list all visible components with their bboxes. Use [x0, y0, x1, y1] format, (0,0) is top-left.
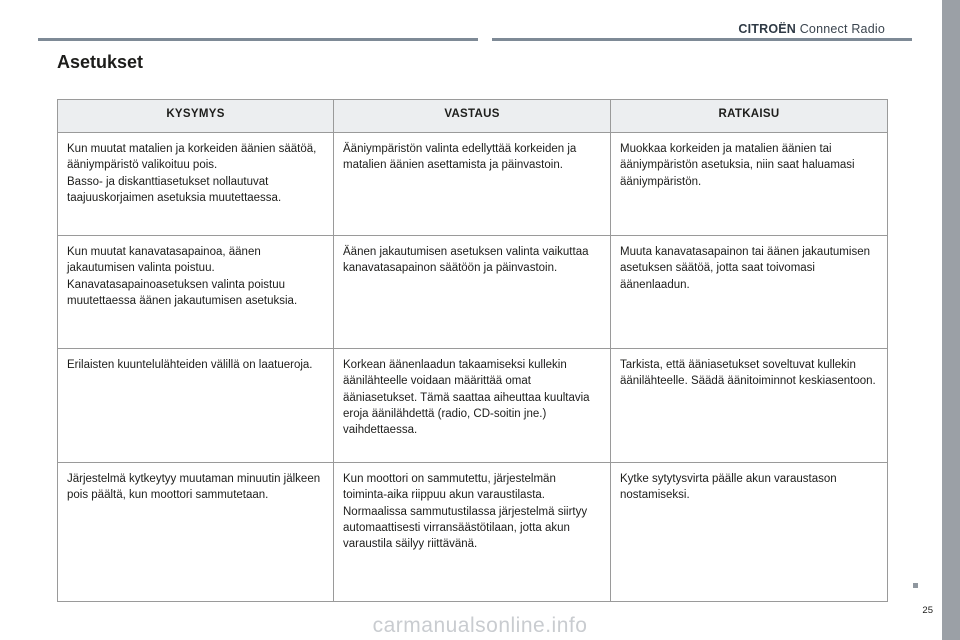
right-edge-strip [942, 0, 960, 640]
header-rule-right [492, 38, 912, 41]
cell-solution: Muuta kanavatasapainon tai äänen jakautumisen asetuksen säätöä, jotta saat toivomasi äänenlaadun. [611, 236, 888, 349]
table-row [58, 349, 888, 463]
cell-answer: Äänen jakautumisen asetuksen valinta vaikuttaa kanavatasapainon säätöön ja päinvastoin. [334, 236, 611, 349]
cell-solution: Muokkaa korkeiden ja matalien äänien tai ääniympäristön asetuksia, niin saat haluamasi ääniympäristön. [611, 133, 888, 236]
column-header-question: KYSYMYS [58, 100, 334, 133]
table-row [58, 463, 888, 602]
brand-name: CITROËN [738, 22, 797, 36]
cell-answer: Kun moottori on sammutettu, järjestelmän toiminta-aika riippuu akun varaustilasta. Normaalissa sammutustilassa järjestelmä siirtyy automaattisesti virransäästötilaan, jotta akun varaustila säilyy riittävänä. [334, 463, 611, 602]
table-row [58, 133, 888, 236]
cell-solution: Tarkista, että ääniasetukset soveltuvat kullekin äänilähteelle. Säädä äänitoiminnot keskiasentoon. [611, 349, 888, 463]
footer-marker [913, 583, 918, 588]
cell-answer: Korkean äänenlaadun takaamiseksi kullekin äänilähteelle voidaan määrittää omat ääniasetukset. Tämä saattaa aiheuttaa kuultavia eroja äänilähdettä (radio, CD-soitin jne.) vaihdettaessa. [334, 349, 611, 463]
column-header-answer: VASTAUS [334, 100, 611, 133]
column-header-solution: RATKAISU [611, 100, 888, 133]
cell-question: Järjestelmä kytkeytyy muutaman minuutin jälkeen pois päältä, kun moottori sammutetaan. [58, 463, 334, 602]
cell-solution: Kytke sytytysvirta päälle akun varaustason nostamiseksi. [611, 463, 888, 602]
watermark: carmanualsonline.info [372, 614, 588, 637]
table-header-row [58, 100, 888, 133]
cell-answer: Ääniympäristön valinta edellyttää korkeiden ja matalien äänien asettamista ja päinvastoin. [334, 133, 611, 236]
cell-question: Kun muutat matalien ja korkeiden äänien säätöä, ääniympäristö valikoituu pois. Basso- ja diskanttiasetukset nollautuvat taajuuskorjaimen asetuksia muutettaessa. [58, 133, 334, 236]
page-number: 25 [922, 605, 933, 616]
cell-question: Erilaisten kuuntelulähteiden välillä on laatueroja. [58, 349, 334, 463]
header-rule-left [38, 38, 478, 41]
cell-question: Kun muutat kanavatasapainoa, äänen jakautumisen valinta poistuu. Kanavatasapainoasetuksen valinta poistuu muutettaessa äänen jakautumisen asetuksia. [58, 236, 334, 349]
document-header [738, 22, 885, 36]
page-title: Asetukset [57, 52, 144, 72]
table-row [58, 236, 888, 349]
product-name: Connect Radio [799, 22, 885, 36]
faq-table [57, 99, 888, 602]
